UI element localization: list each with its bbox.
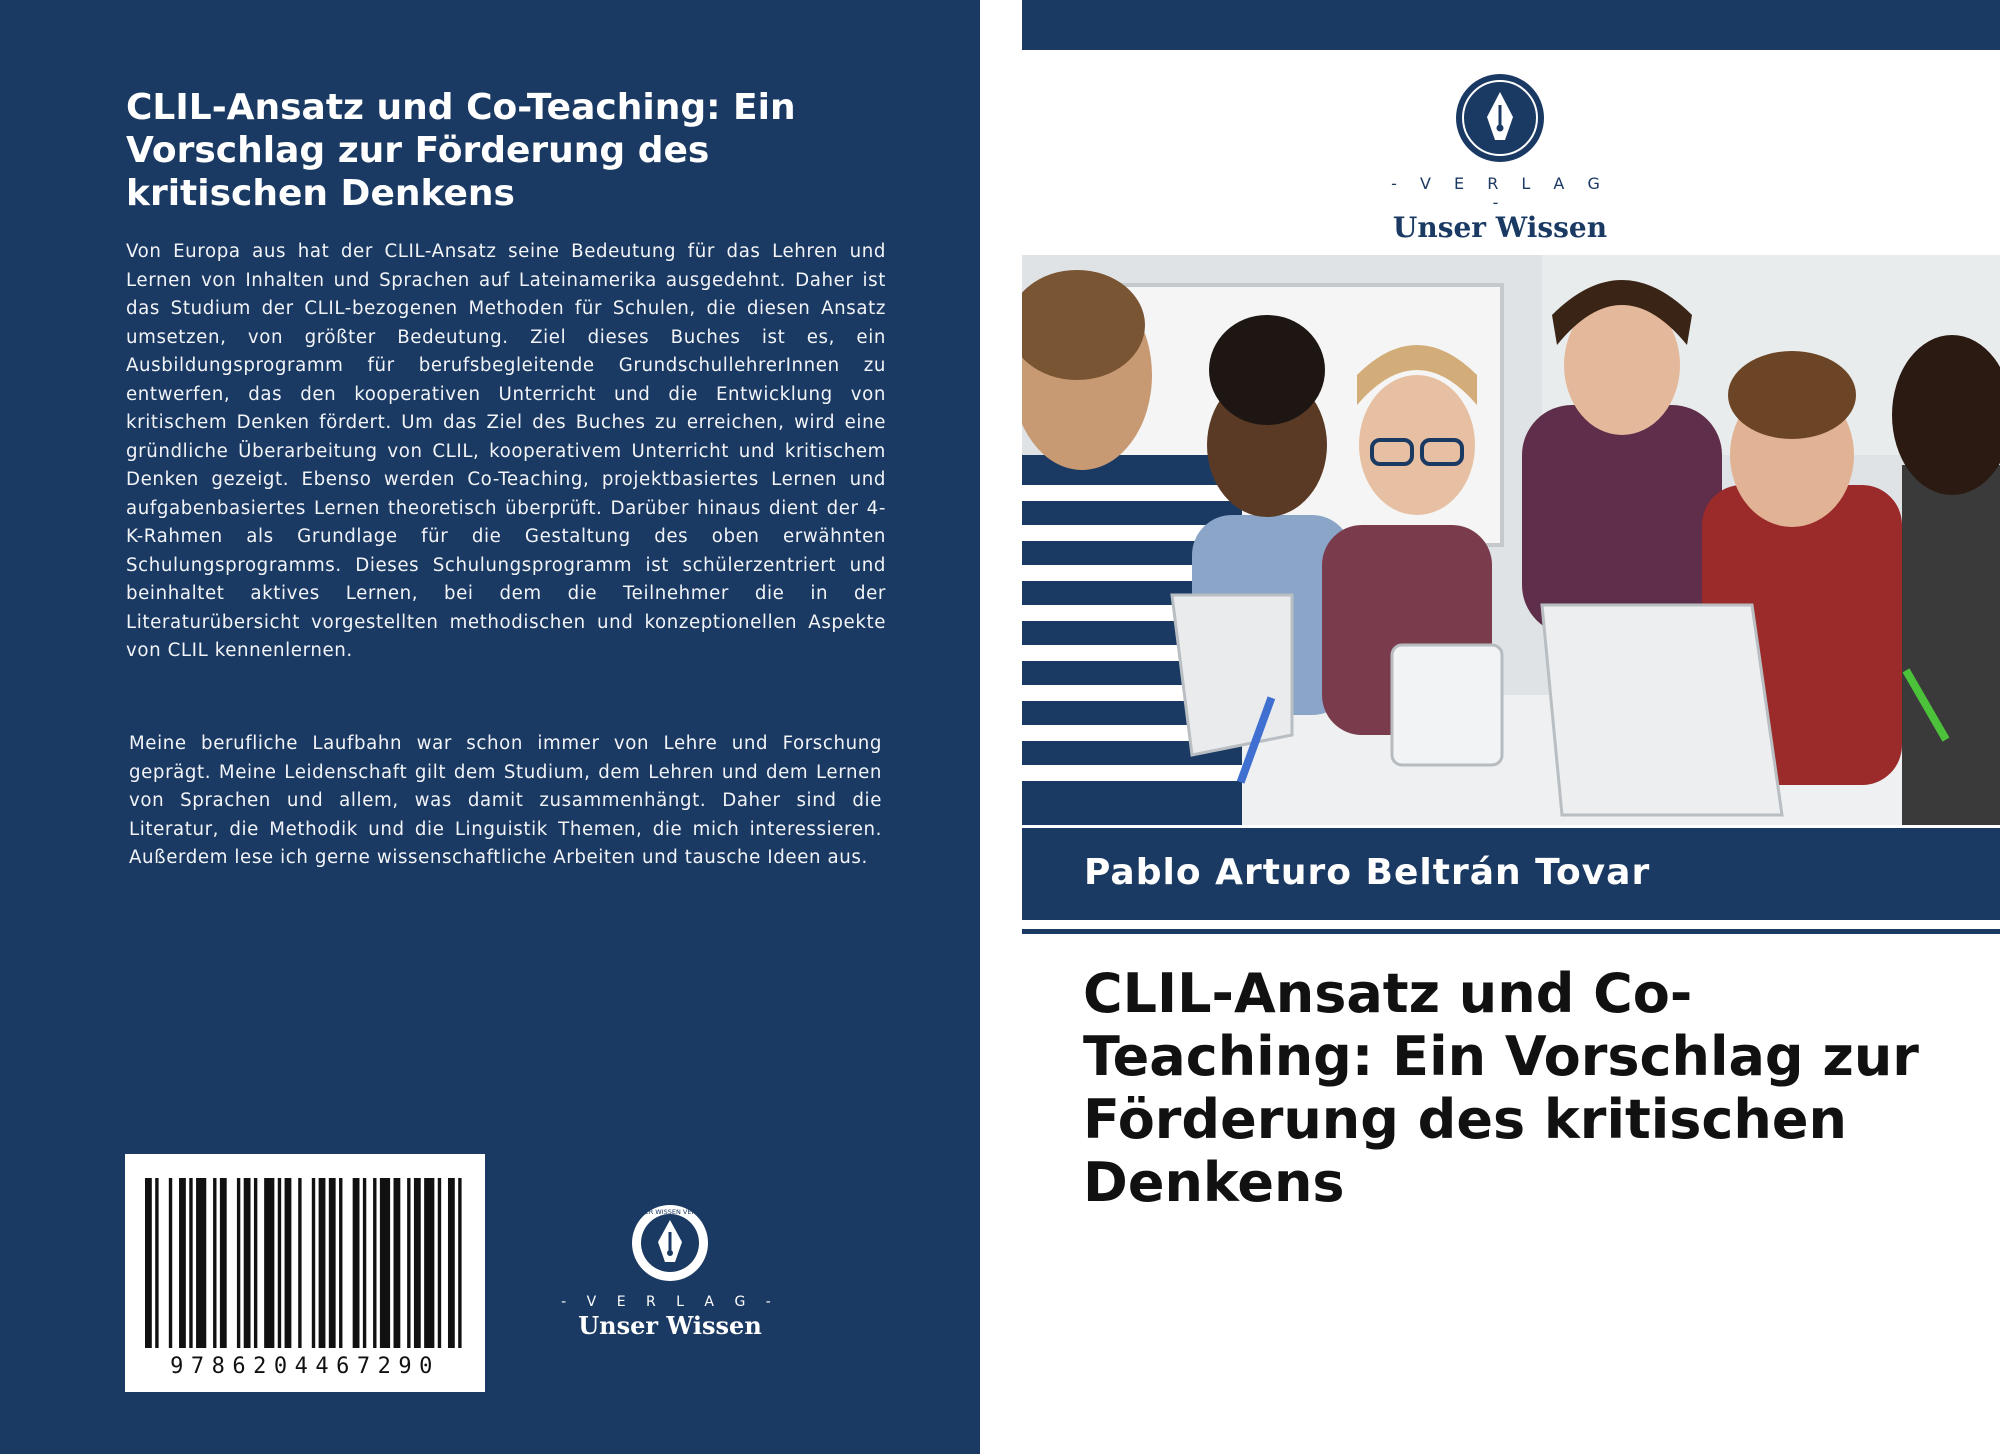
- seal-text: UNSER WISSEN VERLAG: [630, 1208, 710, 1216]
- verlag-label: - V E R L A G -: [561, 1294, 779, 1310]
- front-top-bar: [1022, 0, 2000, 50]
- back-cover: [0, 0, 980, 1454]
- classroom-students-laptops-photo: [1022, 255, 2000, 825]
- publisher-logo-front: [1380, 72, 1620, 244]
- author-name: Pablo Arturo Beltrán Tovar: [1084, 852, 1651, 893]
- spine-gap: [980, 0, 1022, 1454]
- cover-photo: [1022, 255, 2000, 825]
- back-cover-title: CLIL-Ansatz und Co-Teaching: Ein Vorschlag zur Förderung des kritischen Denkens: [126, 87, 796, 214]
- isbn-digits: 9786204467290: [170, 1354, 440, 1379]
- fountain-pen-seal-icon: [629, 1202, 711, 1284]
- isbn-barcode: [125, 1154, 485, 1392]
- author-bio: Meine berufliche Laufbahn war schon immer von Lehre und Forschung geprägt. Meine Leidenschaft gilt dem Studium, dem Lehren und dem Lernen von Sprachen und allem, was damit zusammenhängt. Daher sind die Literatur, die Methodik und die Linguistik Themen, die mich interessieren. Außerdem lese ich gerne wissenschaftliche Arbeiten und tausche Ideen aus.: [129, 733, 882, 868]
- publisher-name: Unser Wissen: [578, 1311, 762, 1340]
- front-cover-title: CLIL-Ansatz und Co-Teaching: Ein Vorschlag zur Förderung des kritischen Denkens: [1083, 962, 1919, 1214]
- verlag-label: - V E R L A G -: [1391, 174, 1609, 212]
- barcode-bars: [145, 1178, 465, 1352]
- publisher-name: Unser Wissen: [1392, 211, 1608, 244]
- author-band: [1022, 828, 2000, 920]
- fountain-pen-logo-icon: [1454, 72, 1546, 164]
- book-blurb: Von Europa aus hat der CLIL-Ansatz seine Bedeutung für das Lehren und Lernen von Inhalten und Sprachen auf Lateinamerika ausgedehnt. Daher ist das Studium der CLIL-bezogenen Methoden für Schulen, die diesen Ansatz umsetzen, von größter Bedeutung. Ziel dieses Buches ist es, ein Ausbildungsprogramm für berufsbegleitende GrundschullehrerInnen zu entwerfen, das den kooperativen Unterricht und die Entwicklung von kritischem Denken fördert. Um das Ziel des Buches zu erreichen, wird eine gründliche Überarbeitung von CLIL, kooperativem Unterricht und kritischem Denken gezeigt. Ebenso werden Co-Teaching, projektbasiertes Lernen und aufgabenbasiertes Lernen theoretisch überprüft. Darüber hinaus dient der 4-K-Rahmen als Grundlage für die Gestaltung des oben erwähnten Schulungsprogramms. Dieses Schulungsprogramm ist schülerzentriert und beinhaltet aktives Lernen, bei dem die Teilnehmer die in der Literaturübersicht vorgestellten methodischen und konzeptionellen Aspekte von CLIL kennenlernen.: [126, 241, 886, 661]
- divider-rule: [1022, 929, 2000, 934]
- publisher-logo-back: [560, 1202, 780, 1342]
